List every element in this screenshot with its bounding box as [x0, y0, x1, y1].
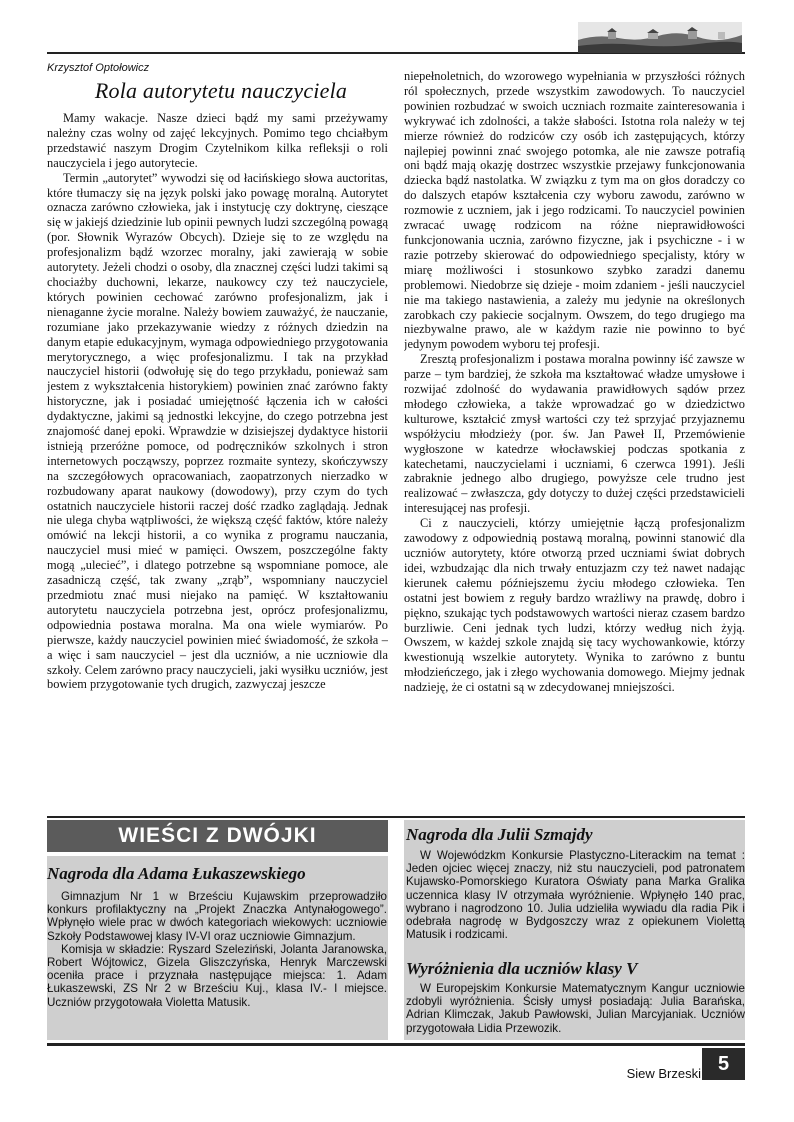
- news-item-2-heading: Nagroda dla Julii Szmajdy: [406, 825, 593, 844]
- news-item-1-body: [47, 890, 387, 1009]
- article-title: Rola autorytetu nauczyciela: [94, 78, 348, 103]
- news-paragraph: W Europejskim Konkursie Matematycznym Kangur uczniowie zdobyli wyróżnienia. Ścisły umysł posiadają: Julia Barańska, Adrian Klimczak, Jakub Pawłowski, Julian Marcyjaniak. Uczniów przygotowała Lidia Przewozik.: [406, 982, 745, 1035]
- article-paragraph: Ci z nauczycieli, którzy umiejętnie łączą profesjonalizm zawodowy z odpowiednią postawą moralną, powinni stanowić dla uczniów autorytety, które otworzą przed uczniami świat dobrych idei, wzbudzając dla nich trwały entuzjazm czy też nawet nadając kierunek całemu późniejszemu życiu młodego człowieka. Ten ostatni jest bowiem z reguły bardzo wrażliwy na prawdę, dobro i piękno, szukając tych podstawowych wartości nieraz czasem bardzo burzliwie. Ceni jednak tych ludzi, którzy według nich żyją. Owszem, w każdej szkole znajdą się tacy wychowankowie, którzy kwestionują wszelkie autorytety. Wynika to zarówno z buntu młodzieńczego, jak i złego wychowania domowego. Miejmy jednak nadzieję, że ci ostatni są w zdecydowanej mniejszości.: [404, 516, 745, 695]
- page-number: 5: [702, 1048, 745, 1080]
- news-item-2-body: [406, 849, 745, 941]
- news-item-3-heading: Wyróżnienia dla uczniów klasy V: [406, 959, 638, 978]
- article-column-left: [47, 111, 388, 811]
- article-author: Krzysztof Optołowicz: [47, 62, 150, 74]
- article-paragraph: Zresztą profesjonalizm i postawa moralna powinny iść zawsze w parze – tym bardziej, że szkoła ma kształtować władze umysłowe i rozwijać zdolność do wydawania prawidłowych sądów przez młodego człowieka, a także wprowadzać go w dziedzictwo kulturowe, kształcić zmysł wartości czy też sprzyjać przyjaznemu współżyciu młodzieży (por. św. Jan Paweł II, Przemówienie wygłoszone w katedrze włocławskiej podczas spotkania z katechetami, nauczycielami i uczniami, 6 czerwca 1991). Jeśli zabraknie jednego albo drugiego, powyższe cele trudno jest realizować – zwłaszcza, gdy dotyczy to dużej części przedstawicieli interesującej nas profesji.: [404, 352, 745, 516]
- news-paragraph: W Wojewódzkm Konkursie Plastyczno-Literackim na temat : Jeden ojciec więcej znaczy, niż stu nauczycieli, pod patronatem Kujawsko-Pomorskiego Kuratora Oświaty pana Marka Gralika uczennica klasy IV otrzymała wyróżnienie. Wpłynęło 140 prac, wybrano i nagrodzono 10. Julia udzieliła wywiadu dla radia Pik i odebrała nagrodę w Bydgoszczy wraz z opiekunem Violettą Matusik i rodzicami.: [406, 849, 745, 942]
- section-rule: [47, 816, 745, 818]
- news-paragraph: Komisja w składzie: Ryszard Szeleziński, Jolanta Jaranowska, Robert Wójtowicz, Gizela Gliszczyńska, Henryk Marczewski oceniła prace i przyznała następujące miejsca: 1. Adam Łukaszewski, ZS Nr 2 w Brześciu Kuj., klasa IV.- I miejsce. Uczniów przygotowała Violetta Matusik.: [47, 942, 387, 1009]
- publication-name: Siew Brzeski: [626, 1066, 701, 1081]
- article-paragraph: Mamy wakacje. Nasze dzieci bądź my sami przeżywamy należny czas wolny od zajęć lekcyjnych. Pomimo tego chciałbym przedstawić naszym Drogim Czytelnikom kilka refleksji o roli nauczyciela i jego autorytecie.: [47, 111, 388, 170]
- article-column-right: [404, 69, 745, 814]
- news-section-title: WIEŚCI Z DWÓJKI: [47, 820, 388, 852]
- news-paragraph: Gimnazjum Nr 1 w Brześciu Kujawskim przeprowadziło konkurs profilaktyczny na „Projekt Znaczka Antynałogowego”. Wpłynęło wiele prac w dwóch kategoriach wiekowych: uczniowie Szkoły Podstawowej klasy IV-VI oraz uczniowie Gimnazjum.: [47, 890, 387, 943]
- news-item-1-heading: Nagroda dla Adama Łukaszewskiego: [47, 864, 306, 883]
- village-photo-icon: [578, 22, 742, 53]
- news-item-3-body: [406, 982, 745, 1035]
- article-paragraph: niepełnoletnich, do wzorowego wypełniania w przyszłości różnych ról społecznych, przede wszystkim zawodowych. To nauczyciel powinien rozbudzać w swoich uczniach rozmaite zainteresowania i wykrywać ich zdolności, a także słabości. Istotna rola należy w tej mierze również do rodziców czy osób ich zastępujących, którzy najlepiej powinni znać swojego potomka, ale nie zawsze potrafią oni bądź mają okazję dostrzec wszystkie przejawy funkcjonowania dziecka bądź nastolatka. W związku z tym ma on głos doradczy co do dalszych etapów kształcenia czy wyboru zawodu, zarówno w rozmowie z uczniem, jak i jego rodzicami. To nauczyciel powinien zwracać uwagę rodzicom na różne nieprawidłowości funkcjonowania ucznia, zarówno fizyczne, jak i psychiczne - i w razie potrzeby skierować do odpowiedniego specjalisty, który w miarę możliwości i stosunkowo szybko zaradzi danemu problemowi. Niedobrze się dzieje - moim zdaniem - jeśli nauczyciel nie ma takiego nastawienia, a zależy mu jedynie na określonych zarobkach czy pakiecie socjalnym. Owszem, do tego drugiego ma niezbywalne prawo, ale w każdym razie nie powinno to być jedynym powodem wyboru tej profesji.: [404, 69, 745, 352]
- article-paragraph: Termin „autorytet” wywodzi się od łacińskiego słowa auctoritas, które tłumaczy się na język polski jako powagę moralną. Autorytet oznacza zarówno człowieka, jak i instytucję czy doktrynę, cieszące się w jakiejś dziedzinie lub opinii pewnych ludzi szczególną powagą (por. Słownik Wyrazów Obcych). Dzieje się to ze względu na profesjonalizm bądź wzorzec moralny, jaki zawierają w sobie autorytety. Jeżeli chodzi o osoby, dla znacznej części ludzi takimi są chociażby duchowni, lekarze, naukowcy czy też nauczyciele, których powinien cechować zarówno profesjonalizm, jak i nienaganne życie moralne. Należy bowiem zauważyć, że nauczanie, rozumiane jako przekazywanie wiedzy z różnych dziedzin na danym etapie edukacyjnym, wymaga odpowiedniego przygotowania merytorycznego, a więc profesjonalizmu. I tak na przykład nauczyciel historii (odwołuję się do tego przykładu, ponieważ sam jestem z wykształcenia historykiem) powinien znać zarówno fakty historyczne, jak i posiadać umiejętność łączenia ich w całości dydaktyczne, jakimi są jednostki lekcyjne, do czego potrzebna jest znajomość danej epoki. Wprawdzie w dzisiejszej dydaktyce historii istnieją przeróżne pomoce, od podręczników szkolnych i stron internetowych począwszy, poprzez rozmaite syntezy, skończywszy na szczegółowych opracowaniach, zaopatrzonych nierzadko w rozbudowany aparat naukowy (dowodowy), przy czym do tych ostatnich nauczyciele historii raczej dość rzadko zaglądają. Jednak nie ulega chyba wątpliwości, że większą część faktów, które należy omówić na lekcji historii, a co wynika z programu nauczania, nauczyciel musi mieć w pamięci. Owszem, poszczególne fakty mogą „ulecieć”, i dlatego potrzebne są wspomniane pomoce, ale zasadniczą część, tak zwany „zrąb”, wspomniany nauczyciel przedmiotu znać musi niejako na pamięć. W kształtowaniu autorytetu nauczyciela potrzebna jest, oprócz profesjonalizmu, odpowiednia postawa moralna. Ma ona wiele wymiarów. Po pierwsze, każdy nauczyciel powinien mieć świadomość, że szkoła – a więc i sam nauczyciel – jest dla uczniów, a nie uczniowie dla szkoły. Celem zarówno pracy nauczycieli, jaki wysiłku uczniów, jest bowiem przygotowanie tych drugich, zazwyczaj jeszcze: [47, 170, 388, 692]
- bottom-rule: [47, 1043, 745, 1046]
